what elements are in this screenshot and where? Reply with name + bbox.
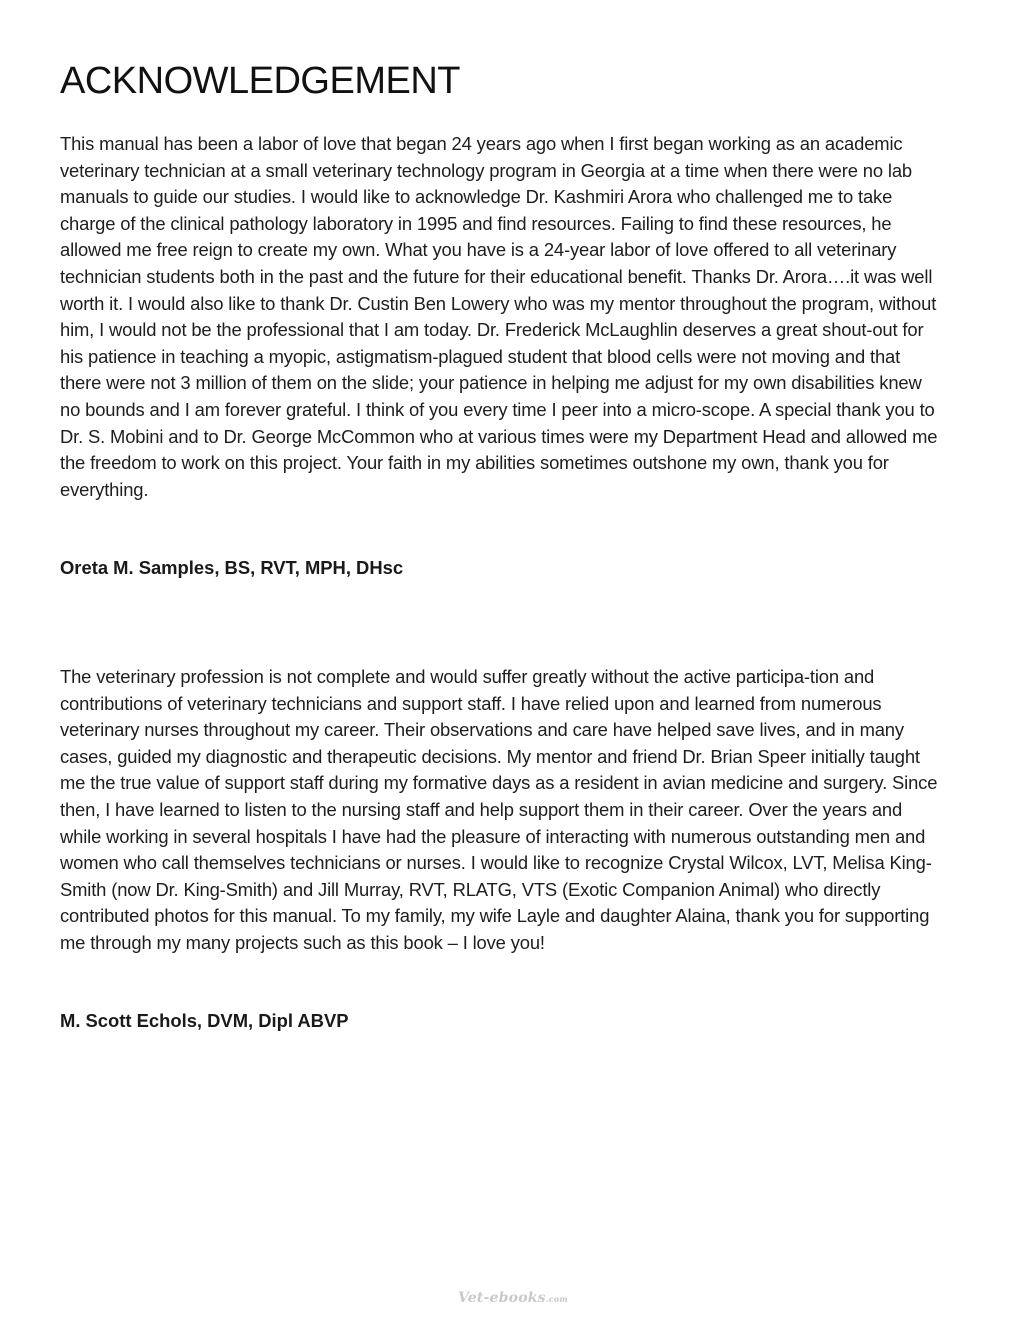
page-title: ACKNOWLEDGEMENT	[60, 60, 460, 102]
signature-1: Oreta M. Samples, BS, RVT, MPH, DHsc	[60, 557, 404, 578]
signature-2: M. Scott Echols, DVM, Dipl ABVP	[60, 1010, 349, 1031]
acknowledgement-paragraph-1: This manual has been a labor of love that began 24 years ago when I first began working as an academic veterinary technician at a small veterinary technology program in Georgia at a time when there were no lab manuals to guide our studies. I would like to acknowledge Dr. Kashmiri Arora who challenged me to take charge of the clinical pathology laboratory in 1995 and find resources. Failing to find these resources, he allowed me free reign to create my own. What you have is a 24-year labor of love offered to all veterinary technician students both in the past and the future for their educational benefit. Thanks Dr. Arora….it was well worth it. I would also like to thank Dr. Custin Ben Lowery who was my mentor throughout the program, without him, I would not be the professional that I am today. Dr. Frederick McLaughlin deserves a great shout-out for his patience in teaching a myopic, astigmatism-plagued student that blood cells were not moving and that there were not 3 million of them on the slide; your patience in helping me adjust for my own disabilities knew no bounds and I am forever grateful. I think of you every time I peer into a micro-scope. A special thank you to Dr. S. Mobini and to Dr. George McCommon who at various times were my Department Head and allowed me the freedom to work on this project. Your faith in my abilities sometimes outshone my own, thank you for everything.	[60, 133, 938, 500]
watermark-text: Vet-ebooks	[458, 1290, 546, 1306]
acknowledgement-paragraph-2: The veterinary profession is not complete and would suffer greatly without the active participa-tion and contributions of veterinary technicians and support staff. I have relied upon and learned from numerous veterinary nurses throughout my career. Their observations and care have helped save lives, and in many cases, guided my diagnostic and therapeutic decisions. My mentor and friend Dr. Brian Speer initially taught me the true value of support staff during my formative days as a resident in avian medicine and surgery. Since then, I have learned to listen to the nursing staff and help support them in their career. Over the years and while working in several hospitals I have had the pleasure of interacting with numerous outstanding men and women who call themselves technicians or nurses. I would like to recognize Crystal Wilcox, LVT, Melisa King-Smith (now Dr. King-Smith) and Jill Murray, RVT, RLATG, VTS (Exotic Companion Animal) who directly contributed photos for this manual. To my family, my wife Layle and daughter Alaina, thank you for supporting me through my many projects such as this book – I love you!	[60, 666, 938, 953]
watermark-logo	[458, 1290, 568, 1306]
watermark-suffix: .com	[545, 1294, 568, 1304]
